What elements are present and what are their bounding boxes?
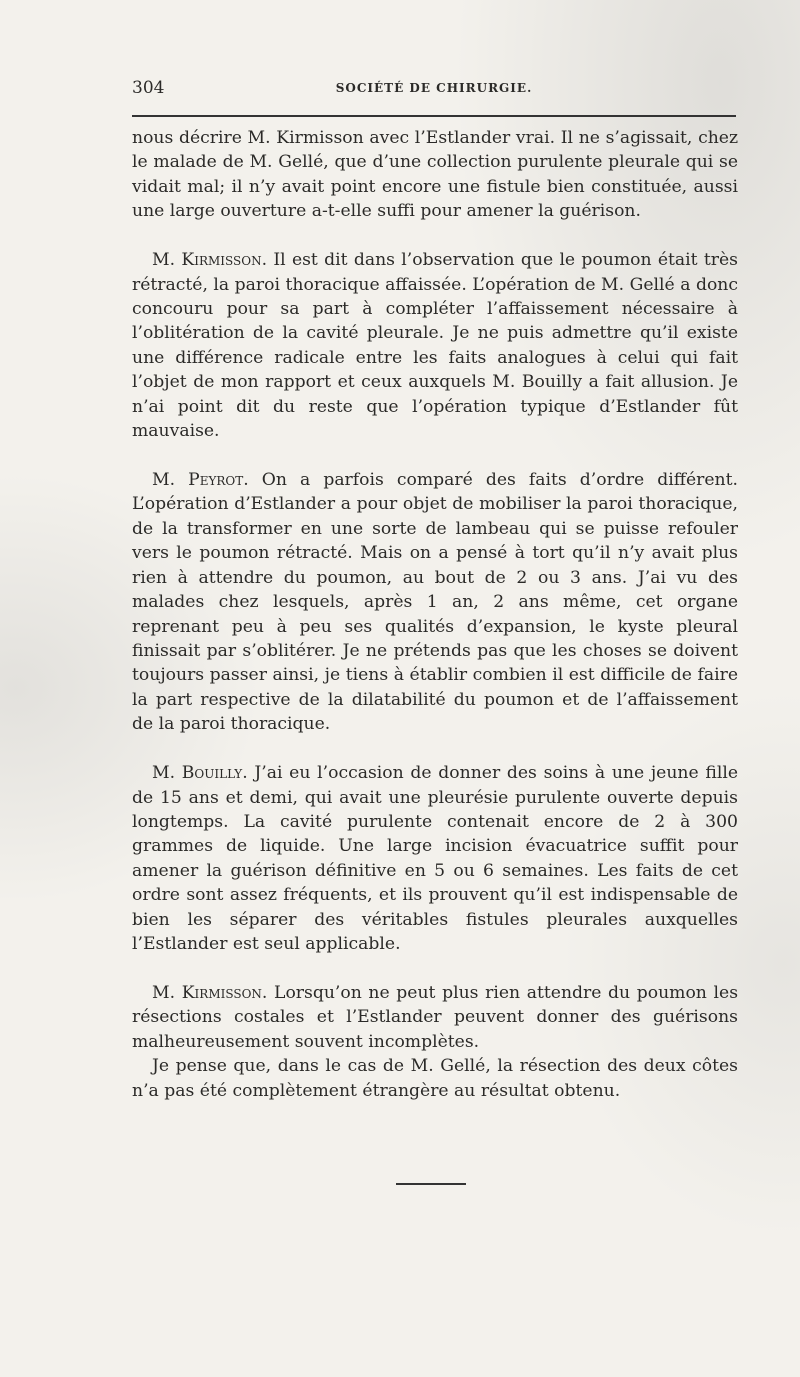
paragraph-kirmisson-2-cont: Je pense que, dans le cas de M. Gellé, la résection des deux côtes n’a pas été complètement étrangère au résultat obtenu.	[132, 1056, 738, 1101]
running-title: SOCIÉTÉ DE CHIRURGIE.	[335, 81, 533, 95]
paragraph-continuation: nous décrire M. Kirmisson avec l’Estlander vrai. Il ne s’agissait, chez le malade de M. Gellé, que d’une collection purulente pleurale qui se vidait mal; il n’y avait point encore une fistule bien constituée, aussi une large ouverture a-t-elle suffi pour amener la guérison.	[132, 128, 738, 222]
paragraph-kirmisson-1: M. Kirmisson. Il est dit dans l’observation que le poumon était très rétracté, la paroi thoracique affaissée. L’opération de M. Gellé a donc concouru pour sa part à compléter l’affaissement nécessaire à l’oblitération de la cavité pleurale. Je ne puis admettre qu’il existe une différence radicale entre les faits analogues à celui qui fait l’objet de mon rapport et ceux auxquels M. Bouilly a fait allusion. Je n’ai point dit du reste que l’opération typique d’Estlander fût mauvaise.	[132, 250, 738, 442]
running-head	[132, 78, 736, 102]
speaker-name: M. Kirmisson.	[152, 982, 268, 1003]
paragraph-bouilly: M. Bouilly. J’ai eu l’occasion de donner des soins à une jeune fille de 15 ans et demi, qui avait une pleurésie purulente ouverte depuis longtemps. La cavité purulente contenait encore de 2 à 300 grammes de liquide. Une large incision évacuatrice suffit pour amener la guérison définitive en 5 ou 6 semaines. Les faits de cet ordre sont assez fréquents, et ils prouvent qu’il est indispensable de bien les séparer des véritables fistules pleurales auxquelles l’Estlander est seul applicable.	[132, 763, 738, 954]
paragraph-peyrot: M. Peyrot. On a parfois comparé des faits d’ordre différent. L’opération d’Estlander a pour objet de mobiliser la paroi thoracique, de la transformer en une sorte de lambeau qui se puisse refouler vers le poumon rétracté. Mais on a pensé à tort qu’il n’y avait plus rien à attendre du poumon, au bout de 2 ou 3 ans. J’ai vu des malades chez lesquels, après 1 an, 2 ans même, cet organe reprenant peu à peu ses qualités d’expansion, le kyste pleural finissait par s’oblitérer. Je ne prétends pas que les choses se doivent toujours passer ainsi, je tiens à établir combien il est difficile de faire la part respective de la dilatabilité du poumon et de l’affaissement de la paroi thoracique.	[132, 470, 738, 735]
end-rule	[396, 1183, 466, 1185]
page-number: 304	[132, 78, 165, 98]
speaker-name: M. Kirmisson.	[152, 250, 268, 271]
body-text	[132, 126, 738, 1103]
speaker-name: M. Peyrot.	[152, 470, 249, 491]
speaker-name: M. Bouilly.	[152, 763, 248, 784]
paragraph-kirmisson-2: M. Kirmisson. Lorsqu’on ne peut plus rien attendre du poumon les résections costales et l’Estlander peuvent donner des guérisons malheureusement souvent incomplètes.	[132, 982, 739, 1052]
header-rule	[132, 115, 736, 117]
